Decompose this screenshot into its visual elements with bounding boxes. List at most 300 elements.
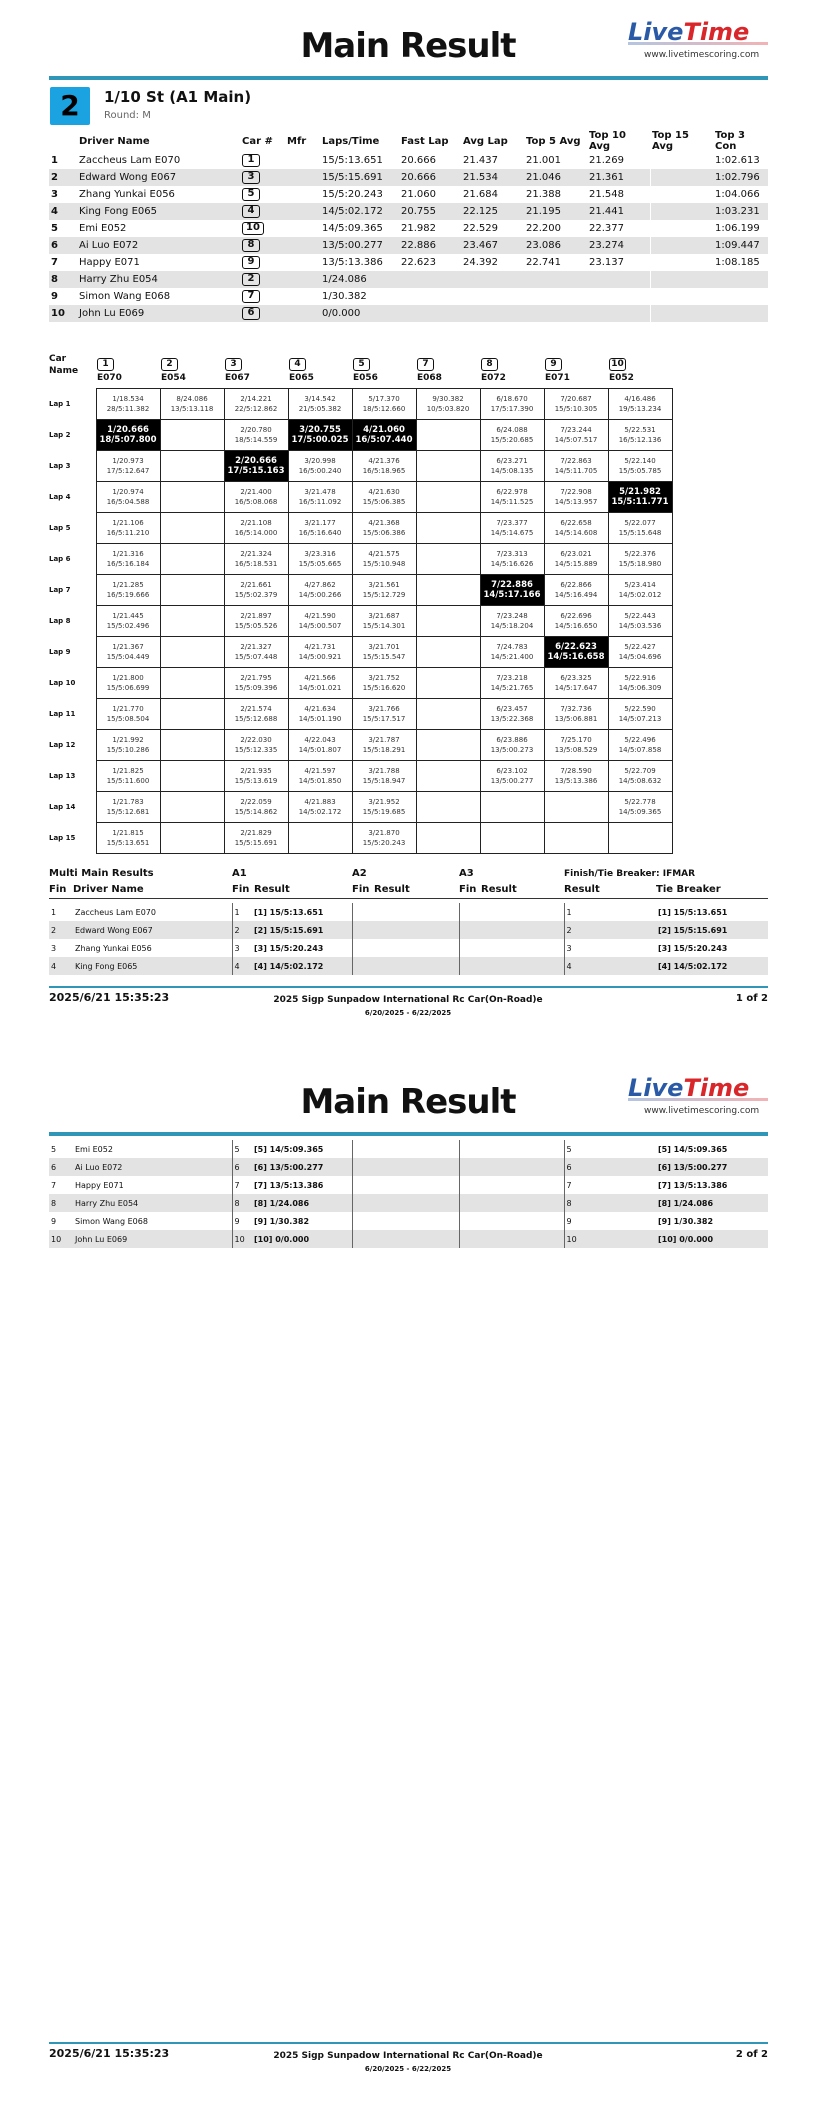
lap-running-total: 15/5:10.286 — [106, 746, 150, 754]
logo-underline — [628, 42, 768, 45]
lap-position-time: 1/21.445 — [112, 612, 144, 620]
results-cell-avg: 22.529 — [463, 223, 498, 234]
lap-position-time: 3/14.542 — [304, 395, 336, 403]
lap-cell — [96, 792, 160, 823]
lap-running-total: 14/5:11.525 — [490, 498, 534, 506]
lap-position-time: 2/21.935 — [240, 767, 272, 775]
lap-running-total: 13/5:22.368 — [490, 715, 534, 723]
logo-text-live: Live — [628, 1074, 684, 1102]
lap-car-name: E071 — [545, 373, 570, 383]
lap-running-total: 15/5:05.785 — [618, 467, 662, 475]
lap-running-total: 14/5:18.204 — [490, 622, 534, 630]
lap-cell — [544, 637, 608, 668]
results-cell-mfr — [285, 288, 320, 305]
multi-cell-a2-fin — [352, 921, 372, 939]
lap-cell — [608, 420, 672, 451]
results-cell-laps: 1/30.382 — [322, 291, 367, 302]
multi-cell-tie-breaker: [10] 0/0.000 — [656, 1230, 768, 1248]
lap-cell — [608, 482, 672, 513]
results-cell-pos: 2 — [49, 169, 77, 186]
multi-cell-a1-fin: 3 — [232, 939, 252, 957]
lap-running-total: 15/5:10.948 — [362, 560, 406, 568]
results-cell-car — [240, 220, 285, 237]
lap-running-total: 19/5:13.234 — [618, 405, 662, 413]
lap-running-total: 15/5:13.651 — [106, 839, 150, 847]
lap-car-number: 10 — [609, 358, 626, 371]
a3-result-header: Result — [481, 884, 517, 895]
lap-position-time: 6/23.102 — [496, 767, 528, 775]
multi-cell-a3-fin — [459, 1194, 479, 1212]
multi-cell-a3-result — [479, 1194, 564, 1212]
lap-running-total: 28/5:11.382 — [106, 405, 150, 413]
lap-row — [49, 606, 672, 637]
multi-cell-final-result: 1 — [564, 903, 656, 921]
lap-car-header — [97, 358, 122, 383]
lap-position-time: 4/21.590 — [304, 612, 336, 620]
lap-running-total: 14/5:07.858 — [618, 746, 662, 754]
multi-cell-fin: 2 — [49, 921, 73, 939]
lap-position-time: 3/21.788 — [368, 767, 400, 775]
lap-running-total: 15/5:06.699 — [106, 684, 150, 692]
results-cell-t15 — [650, 288, 713, 305]
multi-cell-tie-breaker: [1] 15/5:13.651 — [658, 907, 728, 917]
results-cell-mfr — [285, 271, 320, 288]
lap-cell — [288, 451, 352, 482]
multi-cell-tie-breaker: [7] 13/5:13.386 — [658, 1180, 728, 1190]
lap-running-total: 15/5:15.691 — [234, 839, 278, 847]
header-rule — [49, 1132, 768, 1136]
multi-cell-a1-result: [10] 0/0.000 — [252, 1230, 352, 1248]
multi-cell-fin: 3 — [51, 943, 57, 953]
a2-fin-header: Fin — [352, 884, 370, 895]
results-cell-name: Edward Wong E067 — [77, 169, 240, 186]
results-cell-t10: 21.441 — [587, 203, 650, 220]
multi-cell-final-result: 10 — [564, 1230, 656, 1248]
lap-row — [49, 823, 672, 854]
multi-cell-driver: Simon Wang E068 — [75, 1216, 148, 1226]
lap-cell — [224, 420, 288, 451]
lap-cell — [160, 513, 224, 544]
page-title: Main Result — [300, 1082, 516, 1122]
lap-position-time: 4/21.597 — [304, 767, 336, 775]
lap-label: Lap 4 — [49, 493, 71, 501]
lap-car-name: E072 — [481, 373, 506, 383]
multi-cell-a3-fin — [459, 1158, 479, 1176]
multi-cell-final-result: 5 — [564, 1140, 656, 1158]
lap-cell — [608, 451, 672, 482]
multi-main-row — [49, 1212, 768, 1230]
car-label: Car — [49, 354, 67, 364]
lap-cell — [96, 389, 160, 420]
lap-label: Lap 9 — [49, 648, 71, 656]
multi-cell-a2-result — [372, 1194, 459, 1212]
lap-label: Lap 3 — [49, 462, 71, 470]
results-row — [49, 220, 768, 237]
multi-cell-a1-fin: 6 — [232, 1158, 252, 1176]
lap-running-total: 13/5:13.386 — [554, 777, 598, 785]
lap-row — [49, 544, 672, 575]
multi-cell-fin: 9 — [51, 1216, 57, 1226]
lap-position-time: 6/22.658 — [560, 519, 592, 527]
multi-cell-fin: 4 — [49, 957, 73, 975]
multi-cell-final-result: 2 — [564, 921, 656, 939]
results-cell-car — [240, 186, 285, 203]
multi-cell-a2-result — [372, 1230, 459, 1248]
lap-cell — [416, 544, 480, 575]
lap-cell — [96, 513, 160, 544]
results-cell-t10 — [587, 288, 650, 305]
results-header-cell: Top 10 Avg — [589, 130, 626, 152]
footer-rule — [49, 2042, 768, 2044]
lap-running-total: 21/5:05.382 — [298, 405, 342, 413]
results-cell-avg: 21.684 — [463, 189, 498, 200]
lap-cell — [480, 389, 544, 420]
lap-cell — [480, 606, 544, 637]
lap-running-total: 14/5:02.172 — [298, 808, 342, 816]
lap-cell — [160, 389, 224, 420]
results-cell-t3: 1:03.231 — [713, 203, 768, 220]
lap-position-time: 5/22.778 — [624, 798, 656, 806]
lap-cell — [608, 606, 672, 637]
lap-cell — [480, 668, 544, 699]
lap-running-total: 14/5:01.807 — [298, 746, 342, 754]
lap-running-total: 14/5:00.266 — [298, 591, 342, 599]
results-cell-pos: 5 — [51, 223, 58, 234]
multi-cell-fin: 5 — [51, 1144, 57, 1154]
car-number-box: 6 — [242, 307, 260, 320]
lap-running-total: 15/5:11.771 — [611, 497, 669, 507]
lap-cell — [96, 575, 160, 606]
multi-cell-a3-fin — [459, 921, 479, 939]
lap-cell — [288, 575, 352, 606]
results-cell-t15 — [650, 305, 713, 322]
lap-running-total: 15/5:13.619 — [234, 777, 278, 785]
multi-cell-a2-fin — [352, 1230, 372, 1248]
name-label: Name — [49, 366, 79, 376]
multi-cell-a1-fin: 8 — [232, 1194, 252, 1212]
car-number-box: 4 — [242, 205, 260, 218]
lap-running-total: 14/5:16.494 — [554, 591, 598, 599]
lap-position-time: 6/22.866 — [560, 581, 592, 589]
results-cell-mfr — [285, 186, 320, 203]
results-row — [49, 271, 768, 288]
results-cell-fast: 22.886 — [399, 237, 461, 254]
results-cell-t3: 1:02.796 — [713, 169, 768, 186]
lap-running-total: 15/5:18.291 — [362, 746, 406, 754]
lap-car-number: 8 — [481, 358, 498, 371]
lap-cell — [96, 761, 160, 792]
lap-position-time: 4/21.368 — [368, 519, 400, 527]
results-cell-t3: 1:06.199 — [715, 223, 760, 234]
lap-position-time: 3/21.752 — [368, 674, 400, 682]
multi-cell-driver: Ai Luo E072 — [73, 1158, 232, 1176]
results-cell-t15 — [650, 237, 713, 254]
lap-label: Lap 6 — [49, 555, 71, 563]
multi-cell-a2-fin — [352, 1194, 372, 1212]
a1-header: A1 — [232, 868, 247, 879]
lap-cell — [416, 668, 480, 699]
lap-cell — [416, 420, 480, 451]
tie-breaker-header: Tie Breaker — [656, 884, 721, 895]
lap-cell — [544, 575, 608, 606]
car-label-column — [49, 354, 78, 376]
results-cell-laps: 14/5:02.172 — [320, 203, 399, 220]
lap-cell — [352, 730, 416, 761]
results-cell-t10: 21.361 — [587, 169, 650, 186]
multi-cell-tie-breaker: [6] 13/5:00.277 — [656, 1158, 768, 1176]
multi-cell-a2-fin — [352, 903, 372, 921]
results-cell-mfr — [285, 203, 320, 220]
results-cell-t15 — [650, 169, 713, 186]
multi-cell-a2-fin — [352, 939, 372, 957]
lap-position-time: 5/22.590 — [624, 705, 656, 713]
results-header-cell: Car # — [242, 135, 273, 147]
lap-position-time: 2/22.030 — [240, 736, 272, 744]
lap-position-time: 4/21.566 — [304, 674, 336, 682]
lap-position-time: 3/20.998 — [304, 457, 336, 465]
multi-cell-a3-fin — [459, 1212, 479, 1230]
website-url: www.livetimescoring.com — [644, 1106, 760, 1116]
lap-car-name: E065 — [289, 373, 314, 383]
multi-main-table — [49, 903, 768, 975]
lap-running-total: 15/5:14.301 — [362, 622, 406, 630]
lap-row — [49, 420, 672, 451]
results-cell-car — [240, 305, 285, 322]
footer-rule — [49, 986, 768, 988]
lap-cell — [608, 637, 672, 668]
lap-cell — [224, 792, 288, 823]
lap-cell — [352, 823, 416, 854]
multi-cell-a3-result — [479, 939, 564, 957]
lap-cell — [544, 420, 608, 451]
multi-cell-a2-fin — [352, 1176, 372, 1194]
lap-label: Lap 11 — [49, 710, 76, 718]
lap-running-total: 15/5:12.335 — [234, 746, 278, 754]
multi-main-title: Multi Main Results — [49, 868, 154, 879]
lap-cell — [544, 699, 608, 730]
lap-position-time: 7/23.313 — [496, 550, 528, 558]
results-cell-name: Ai Luo E072 — [77, 237, 240, 254]
lap-cell — [608, 699, 672, 730]
livetime-logo — [628, 18, 768, 46]
lap-cell — [160, 544, 224, 575]
lap-running-total: 16/5:08.068 — [234, 498, 278, 506]
lap-position-time: 3/21.561 — [368, 581, 400, 589]
lap-running-total: 14/5:13.957 — [554, 498, 598, 506]
results-cell-pos: 4 — [49, 203, 77, 220]
logo-text-live: Live — [628, 18, 684, 46]
lap-running-total: 16/5:00.240 — [298, 467, 342, 475]
lap-row — [49, 513, 672, 544]
lap-cell — [480, 792, 544, 823]
lap-cell — [224, 730, 288, 761]
lap-running-total: 15/5:17.517 — [362, 715, 406, 723]
multi-main-row — [49, 1140, 768, 1158]
multi-cell-a1-result: [8] 1/24.086 — [252, 1194, 352, 1212]
results-cell-name: Emi E052 — [79, 223, 127, 234]
lap-cell — [224, 668, 288, 699]
lap-chart-table — [49, 388, 673, 854]
lap-position-time: 3/20.755 — [299, 425, 341, 435]
lap-cell — [96, 730, 160, 761]
multi-cell-a1-fin: 2 — [232, 921, 252, 939]
lap-running-total: 17/5:17.390 — [490, 405, 534, 413]
lap-running-total: 15/5:04.449 — [106, 653, 150, 661]
results-header-cell: Top 3 Con — [715, 130, 745, 152]
multi-header-rule — [49, 898, 768, 899]
footer-event: 2025 Sigp Sunpadow International Rc Car(On-Road)e — [273, 2051, 543, 2061]
lap-label: Lap 14 — [49, 803, 76, 811]
lap-position-time: 9/30.382 — [432, 395, 464, 403]
lap-running-total: 14/5:08.135 — [490, 467, 534, 475]
lap-position-time: 7/24.783 — [496, 643, 528, 651]
lap-position-time: 2/21.829 — [240, 829, 272, 837]
results-cell-t3: 1:04.066 — [715, 189, 760, 200]
lap-cell — [544, 668, 608, 699]
lap-cell — [544, 792, 608, 823]
lap-running-total: 14/5:07.517 — [554, 436, 598, 444]
multi-cell-final-result: 4 — [564, 957, 656, 975]
lap-car-number: 3 — [225, 358, 242, 371]
lap-car-header — [161, 358, 186, 383]
lap-row — [49, 699, 672, 730]
lap-running-total: 14/5:00.507 — [298, 622, 342, 630]
lap-position-time: 4/21.883 — [304, 798, 336, 806]
lap-car-header — [417, 358, 442, 383]
multi-cell-driver: Zhang Yunkai E056 — [75, 943, 152, 953]
lap-running-total: 15/5:15.547 — [362, 653, 406, 661]
lap-cell — [608, 513, 672, 544]
lap-position-time: 2/21.324 — [240, 550, 272, 558]
lap-row — [49, 668, 672, 699]
lap-running-total: 14/5:06.309 — [618, 684, 662, 692]
results-cell-avg: 21.437 — [463, 155, 498, 166]
multi-cell-a2-result — [372, 1158, 459, 1176]
results-cell-t3: 1:08.185 — [715, 257, 760, 268]
lap-position-time: 7/23.248 — [496, 612, 528, 620]
multi-cell-a1-result: [5] 14/5:09.365 — [254, 1144, 324, 1154]
lap-running-total: 16/5:14.000 — [234, 529, 278, 537]
results-cell-t3: 1:02.613 — [715, 155, 760, 166]
results-row — [49, 169, 768, 186]
lap-position-time: 6/23.886 — [496, 736, 528, 744]
results-cell-fast: 21.060 — [401, 189, 436, 200]
results-cell-t3 — [713, 305, 768, 322]
lap-position-time: 4/21.575 — [368, 550, 400, 558]
lap-position-time: 3/21.701 — [368, 643, 400, 651]
lap-cell — [288, 389, 352, 420]
lap-cell — [544, 482, 608, 513]
results-cell-t10: 21.269 — [589, 155, 624, 166]
results-cell-car — [240, 169, 285, 186]
footer-page-number: 2 of 2 — [735, 2049, 768, 2060]
results-cell-fast: 22.623 — [401, 257, 436, 268]
lap-position-time: 3/21.177 — [304, 519, 336, 527]
lap-cell — [160, 823, 224, 854]
lap-label: Lap 2 — [49, 431, 71, 439]
lap-car-name: E067 — [225, 373, 250, 383]
results-cell-t5: 21.046 — [524, 169, 587, 186]
lap-position-time: 2/22.059 — [240, 798, 272, 806]
lap-cell — [608, 761, 672, 792]
results-cell-t15 — [650, 220, 713, 237]
lap-car-header — [609, 358, 634, 383]
lap-running-total: 18/5:12.660 — [362, 405, 406, 413]
results-table — [49, 130, 768, 322]
lap-cell — [544, 730, 608, 761]
lap-running-total: 22/5:12.862 — [234, 405, 278, 413]
lap-cell — [352, 544, 416, 575]
lap-position-time: 4/21.630 — [368, 488, 400, 496]
multi-cell-a2-result — [372, 1212, 459, 1230]
lap-position-time: 7/22.886 — [491, 580, 533, 590]
results-cell-pos: 6 — [49, 237, 77, 254]
lap-running-total: 13/5:13.118 — [170, 405, 214, 413]
lap-running-total: 10/5:03.820 — [426, 405, 470, 413]
results-header-cell: Driver Name — [79, 135, 150, 147]
lap-cell — [608, 668, 672, 699]
lap-row — [49, 761, 672, 792]
lap-label: Lap 5 — [49, 524, 71, 532]
lap-position-time: 5/22.376 — [624, 550, 656, 558]
results-header-cell: Laps/Time — [322, 135, 380, 147]
results-cell-car — [240, 254, 285, 271]
lap-cell — [352, 482, 416, 513]
lap-running-total: 16/5:07.440 — [355, 435, 413, 445]
multi-cell-driver: King Fong E065 — [73, 957, 232, 975]
lap-cell — [96, 668, 160, 699]
results-cell-avg: 22.125 — [461, 203, 524, 220]
lap-cell — [160, 730, 224, 761]
lap-position-time: 1/20.973 — [112, 457, 144, 465]
multi-cell-a3-result — [479, 1140, 564, 1158]
results-cell-fast — [399, 305, 461, 322]
lap-row — [49, 575, 672, 606]
multi-cell-a2-result — [372, 1176, 459, 1194]
results-row — [49, 254, 768, 271]
lap-running-total: 16/5:18.531 — [234, 560, 278, 568]
multi-main-row — [49, 1158, 768, 1176]
lap-cell — [352, 513, 416, 544]
lap-position-time: 6/23.021 — [560, 550, 592, 558]
lap-cell — [160, 668, 224, 699]
lap-running-total: 18/5:07.800 — [99, 435, 157, 445]
lap-car-header — [225, 358, 250, 383]
lap-cell — [288, 420, 352, 451]
lap-cell — [352, 792, 416, 823]
lap-running-total: 15/5:10.305 — [554, 405, 598, 413]
multi-cell-final-result: 9 — [564, 1212, 656, 1230]
lap-position-time: 3/23.316 — [304, 550, 336, 558]
lap-running-total: 14/5:01.850 — [298, 777, 342, 785]
lap-running-total: 16/5:18.965 — [362, 467, 406, 475]
results-cell-t3 — [713, 288, 768, 305]
results-cell-name: Simon Wang E068 — [79, 291, 171, 302]
multi-cell-a1-result: [3] 15/5:20.243 — [254, 943, 324, 953]
lap-cell — [544, 544, 608, 575]
lap-cell — [416, 761, 480, 792]
finish-tie-breaker: Finish/Tie Breaker: IFMAR — [564, 869, 696, 879]
lap-car-header — [481, 358, 506, 383]
results-cell-t3: 1:09.447 — [713, 237, 768, 254]
lap-position-time: 5/21.982 — [619, 487, 661, 497]
results-cell-mfr — [285, 152, 320, 169]
multi-cell-fin: 1 — [51, 907, 57, 917]
lap-label: Lap 15 — [49, 834, 76, 842]
lap-label: Lap 10 — [49, 679, 76, 687]
results-cell-pos: 1 — [51, 155, 58, 166]
lap-running-total: 15/5:19.685 — [362, 808, 406, 816]
